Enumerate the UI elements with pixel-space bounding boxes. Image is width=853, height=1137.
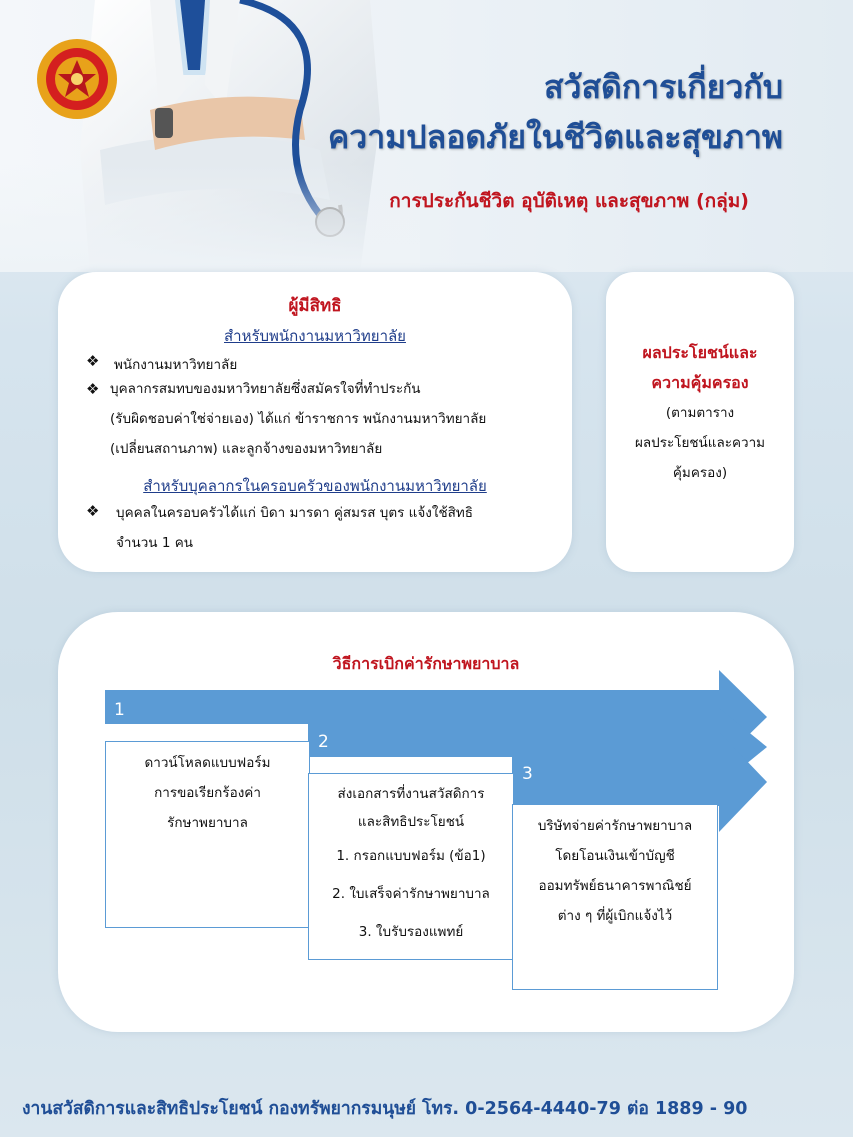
staff-heading: สำหรับพนักงานมหาวิทยาลัย [224, 327, 406, 345]
step-1-band [105, 690, 720, 724]
step-2-band [308, 723, 720, 757]
diamond-bullet-icon: ❖ [86, 352, 100, 370]
eligibility-card [58, 272, 572, 572]
benefits-text: ผลประโยชน์และ ความคุ้มครอง (ตามตาราง ผลประโยชน์และความ คุ้มครอง) [634, 343, 766, 481]
step-3-box: บริษัทจ่ายค่ารักษาพยาบาล โดยโอนเงินเข้าบัญชี ออมทรัพย์ธนาคารพาณิชย์ ต่าง ๆ ที่ผู้เบิกแจ้งไว้ [512, 804, 718, 990]
diamond-bullet-icon: ❖ [86, 380, 100, 398]
step-3-number: 3 [522, 764, 533, 784]
step-1-number: 1 [114, 700, 125, 720]
step-3-band [512, 756, 720, 806]
step-3-arrow-head-icon [719, 732, 769, 832]
eligibility-heading: ผู้มีสิทธิ [288, 296, 342, 316]
diamond-bullet-icon: ❖ [86, 502, 100, 520]
claim-heading: วิธีการเบิกค่ารักษาพยาบาล [332, 654, 520, 673]
page-title-line2: ความปลอดภัยในชีวิตและสุขภาพ [327, 118, 783, 156]
hero-banner [0, 0, 853, 272]
benefits-card [606, 272, 794, 572]
page-title-line1: สวัสดิการเกี่ยวกับ [543, 68, 783, 106]
step-2-box: ส่งเอกสารที่งานสวัสดิการ และสิทธิประโยชน์ 1. กรอกแบบฟอร์ม (ข้อ1) 2. ใบเสร็จค่ารักษาพยาบาล 3. ใบรับรองแพทย์ [308, 773, 514, 960]
step-1-box: ดาวน์โหลดแบบฟอร์ม การขอเรียกร้องค่า รักษาพยาบาล [105, 741, 310, 928]
family-item-1: บุคคลในครอบครัวได้แก่ บิดา มารดา คู่สมรส บุตร แจ้งใช้สิทธิ จำนวน 1 คน [116, 505, 474, 551]
staff-item-2: บุคลากรสมทบของมหาวิทยาลัยซึ่งสมัครใจที่ทำประกัน (รับผิดชอบค่าใช่จ่ายเอง) ได้แก่ ข้าราชการ พนักงานมหาวิทยาลัย (เปลี่ยนสถานภาพ) และลูกจ้างของมหาวิทยาลัย [110, 381, 487, 457]
staff-item-1: พนักงานมหาวิทยาลัย [114, 357, 238, 373]
step-2-number: 2 [318, 732, 329, 752]
thammasat-university-logo [36, 38, 118, 120]
page-subtitle: การประกันชีวิต อุบัติเหตุ และสุขภาพ (กลุ่ม) [389, 190, 749, 212]
family-heading: สำหรับบุคลากรในครอบครัวของพนักงานมหาวิทยาลัย [143, 477, 487, 495]
footer-contact: งานสวัสดิการและสิทธิประโยชน์ กองทรัพยากรมนุษย์ โทร. 0-2564-4440-79 ต่อ 1889 - 90 [22, 1099, 748, 1119]
